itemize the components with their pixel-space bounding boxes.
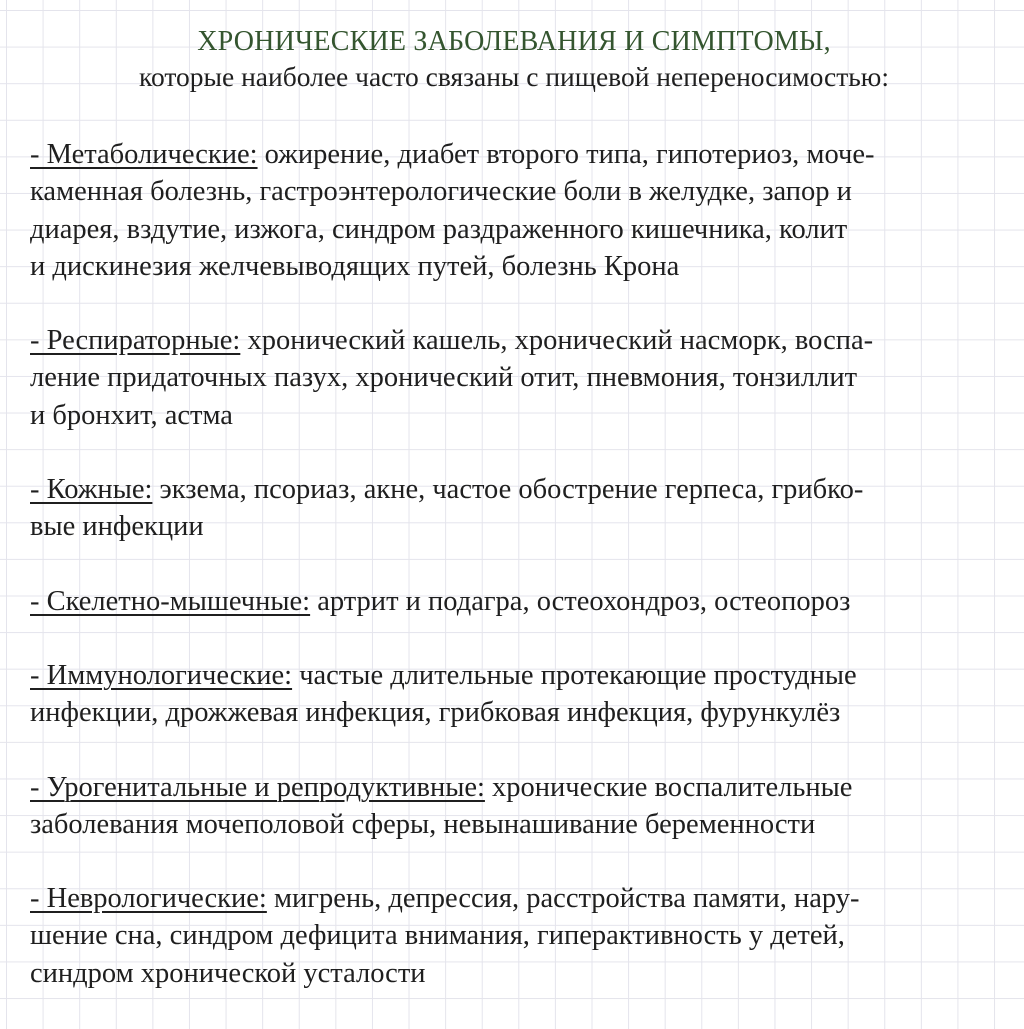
section-text-line: и бронхит, астма xyxy=(30,399,233,431)
section-text-line: ление придаточных пазух, хронический отит, пневмония, тонзиллит xyxy=(30,362,858,394)
section-text-line: экзема, псориаз, акне, частое обострение герпеса, грибко- xyxy=(152,474,864,506)
section-label: - Иммунологические: xyxy=(30,659,293,691)
section-text-line: каменная болезнь, гастроэнтерологические боли в желудке, запор и xyxy=(30,176,852,208)
section-musculoskeletal xyxy=(30,583,998,620)
section-text-line: артрит и подагра, остеохондроз, остеопороз xyxy=(310,585,851,617)
document-page xyxy=(30,24,998,1029)
document-subtitle: которые наиболее часто связаны с пищевой непереносимостью: xyxy=(139,61,889,92)
section-text-line: синдром хронической усталости xyxy=(30,957,426,989)
sections-list xyxy=(30,136,998,992)
section-text-line: хронические воспалительные xyxy=(484,771,853,803)
section-label: - Неврологические: xyxy=(30,883,267,915)
section-text-line: хронический кашель, хронический насморк, воспа- xyxy=(240,325,874,357)
section-respiratory xyxy=(30,322,998,434)
section-text-line: мигрень, депрессия, расстройства памяти, нару- xyxy=(266,883,860,915)
section-immunological xyxy=(30,657,998,732)
section-text-line: частые длительные протекающие простудные xyxy=(292,659,857,691)
section-text-line: диарея, вздутие, изжога, синдром раздраженного кишечника, колит xyxy=(30,213,848,245)
section-label: - Урогенитальные и репродуктивные: xyxy=(30,771,485,803)
section-label: - Скелетно-мышечные: xyxy=(30,585,311,617)
section-text-line: ожирение, диабет второго типа, гипотериоз, моче- xyxy=(257,139,875,170)
section-label: - Метаболические: xyxy=(30,139,258,170)
section-label: - Кожные: xyxy=(30,474,153,506)
document-title: ХРОНИЧЕСКИЕ ЗАБОЛЕВАНИЯ И СИМПТОМЫ, xyxy=(197,26,831,57)
document-heading xyxy=(30,24,998,94)
section-text-line: и дискинезия желчевыводящих путей, болезнь Крона xyxy=(30,250,680,282)
section-text-line: инфекции, дрожжевая инфекция, грибковая инфекция, фурункулёз xyxy=(30,697,841,729)
section-label: - Респираторные: xyxy=(30,325,241,357)
section-text-line: шение сна, синдром дефицита внимания, гиперактивность у детей, xyxy=(30,920,845,952)
section-neurological xyxy=(30,880,998,992)
section-metabolic xyxy=(30,136,998,285)
section-text-line: вые инфекции xyxy=(30,511,204,543)
section-urogenital xyxy=(30,769,998,844)
section-text-line: заболевания мочеполовой сферы, невынашивание беременности xyxy=(30,808,816,840)
section-skin xyxy=(30,471,998,546)
